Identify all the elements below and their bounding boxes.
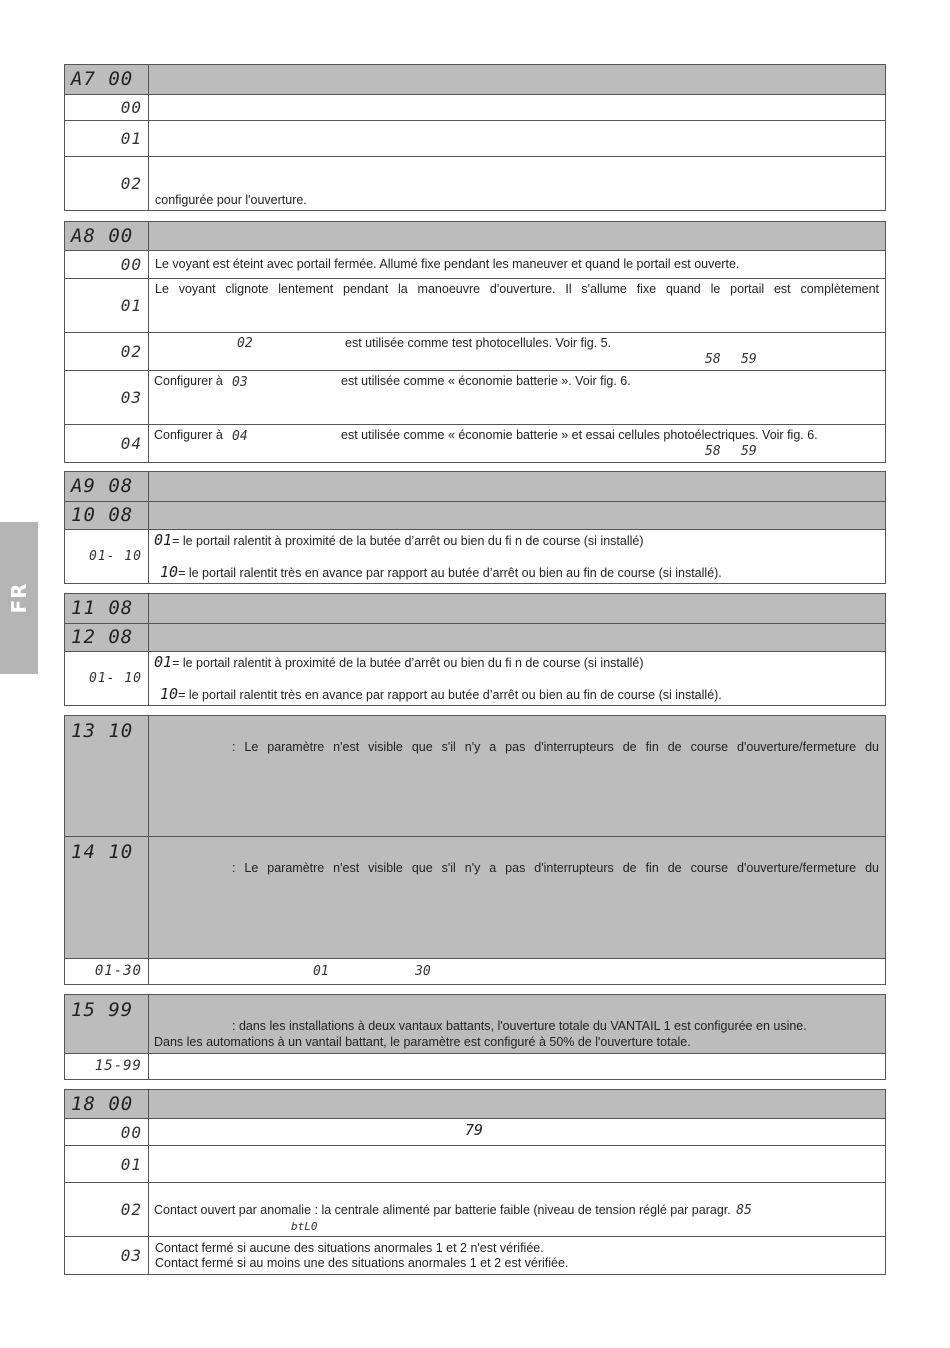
table-row — [65, 959, 886, 985]
param-code: A9 08 — [65, 472, 149, 502]
option-code: 01 — [65, 279, 149, 333]
range-line-max: 10= le portail ralentit très en avance par rapport au butée d’arrêt ou bien au fin de course (si installé). — [160, 563, 722, 581]
table-row — [65, 222, 886, 251]
table-row — [65, 1183, 886, 1237]
range-line-min: 01= le portail ralentit à proximité de la butée d’arrêt ou bien du fi n de course (si installé) — [154, 531, 644, 549]
option-text — [149, 1119, 886, 1146]
option-text — [149, 1183, 886, 1237]
range-code: 15-99 — [65, 1054, 149, 1080]
param-note — [149, 995, 886, 1054]
language-tab-label: FR — [7, 582, 31, 614]
option-text-line: configurée pour l'ouverture. — [155, 193, 307, 207]
param-title — [149, 65, 886, 95]
param-title — [149, 502, 886, 530]
param-code: 13 10 — [65, 716, 149, 837]
range-line-max: 10= le portail ralentit très en avance par rapport au butée d’arrêt ou bien au fin de course (si installé). — [160, 685, 722, 703]
option-code: 04 — [65, 425, 149, 463]
table-row — [65, 652, 886, 706]
option-code: 00 — [65, 95, 149, 121]
table-row — [65, 716, 886, 837]
param-code: 15 99 — [65, 995, 149, 1054]
param-code: 12 08 — [65, 624, 149, 652]
option-text — [149, 425, 886, 463]
option-text — [149, 121, 886, 157]
param-note — [149, 716, 886, 837]
param-title — [149, 222, 886, 251]
option-code: 03 — [65, 1237, 149, 1275]
option-code: 02 — [65, 1183, 149, 1237]
table-row — [65, 1237, 886, 1275]
param-table-18 — [64, 1089, 886, 1275]
param-table-13 — [64, 715, 886, 985]
option-text — [149, 279, 886, 333]
table-row — [65, 1119, 886, 1146]
table-row — [65, 1090, 886, 1119]
terminal-ref: 58 — [705, 352, 721, 367]
terminal-ref: 58 — [705, 444, 721, 459]
option-text-line: est utilisée comme test photocellules. Voir fig. 5. — [345, 336, 612, 350]
param-note-line: Dans les automations à un vantail battant, le paramètre est configuré à 50% de l'ouverture totale. — [154, 1035, 691, 1049]
param-title — [149, 472, 886, 502]
table-row — [65, 1054, 886, 1080]
option-text-line: Configurer à — [154, 374, 223, 388]
param-code: A8 00 — [65, 222, 149, 251]
inline-code: 02 — [237, 336, 253, 351]
range-min: 01 — [313, 964, 329, 979]
param-code: A7 00 — [65, 65, 149, 95]
option-text — [149, 157, 886, 211]
param-note-line: : Le paramètre n'est visible que s'il n'y a pas d'interrupteurs de fin de course d'ouverture/fermeture du — [232, 740, 879, 754]
terminal-ref: 59 — [741, 444, 757, 459]
table-row — [65, 995, 886, 1054]
option-code: 00 — [65, 1119, 149, 1146]
table-row — [65, 279, 886, 333]
param-note-line: : Le paramètre n'est visible que s'il n'y a pas d'interrupteurs de fin de course d'ouverture/fermeture du — [232, 861, 879, 875]
display-code: btL0 — [291, 1220, 318, 1233]
option-text: Le voyant est éteint avec portail fermée. Allumé fixe pendant les maneuver et quand le portail est ouverte. — [149, 251, 886, 279]
param-note-line: : dans les installations à deux vantaux battants, l'ouverture totale du VANTAIL 1 est configurée en usine. — [232, 1019, 807, 1033]
option-code: 02 — [65, 157, 149, 211]
table-row — [65, 472, 886, 502]
param-title — [149, 1090, 886, 1119]
option-code: 03 — [65, 371, 149, 425]
range-description — [149, 959, 886, 985]
option-text-line: Configurer à — [154, 428, 223, 442]
option-text — [149, 371, 886, 425]
table-row — [65, 425, 886, 463]
option-code: 01 — [65, 1146, 149, 1183]
param-title — [149, 594, 886, 624]
table-row — [65, 157, 886, 211]
range-code: 01-30 — [65, 959, 149, 985]
range-code: 01- 10 — [65, 652, 149, 706]
inline-code: 04 — [232, 429, 248, 444]
option-code: 02 — [65, 333, 149, 371]
table-row — [65, 594, 886, 624]
option-text — [149, 1146, 886, 1183]
param-table-a7 — [64, 64, 886, 211]
table-row — [65, 121, 886, 157]
param-title — [149, 624, 886, 652]
table-row — [65, 624, 886, 652]
option-text-line: Le voyant clignote lentement pendant la manoeuvre d'ouverture. Il s'allume fixe quand le portail est complètement — [155, 282, 879, 296]
param-table-11 — [64, 593, 886, 706]
table-row — [65, 837, 886, 959]
option-text-line: Contact fermé si au moins une des situations anormales 1 et 2 est vérifiée. — [155, 1256, 569, 1270]
option-text-line: est utilisée comme « économie batterie » et essai cellules photoélectriques. Voir fig. 6. — [341, 428, 818, 442]
param-code: 10 08 — [65, 502, 149, 530]
language-tab — [0, 522, 38, 674]
terminal-ref: 59 — [741, 352, 757, 367]
table-row — [65, 333, 886, 371]
range-description — [149, 652, 886, 706]
param-table-a9 — [64, 471, 886, 584]
table-row — [65, 251, 886, 279]
range-description — [149, 530, 886, 584]
table-row — [65, 95, 886, 121]
param-code: 14 10 — [65, 837, 149, 959]
range-line-min: 01= le portail ralentit à proximité de la butée d’arrêt ou bien du fi n de course (si installé) — [154, 653, 644, 671]
option-text-line: Contact ouvert par anomalie : la centrale alimenté par batterie faible (niveau de tension réglé par paragr. 85 — [154, 1203, 752, 1218]
option-text-line: est utilisée comme « économie batterie ». Voir fig. 6. — [341, 374, 631, 388]
param-table-15 — [64, 994, 886, 1080]
option-text — [149, 95, 886, 121]
option-code: 01 — [65, 121, 149, 157]
param-ref: 79 — [465, 1121, 484, 1139]
option-text-line: Contact fermé si aucune des situations anormales 1 et 2 n'est vérifiée. — [155, 1241, 544, 1255]
range-max: 30 — [415, 964, 431, 979]
table-row — [65, 65, 886, 95]
param-note — [149, 837, 886, 959]
table-row — [65, 530, 886, 584]
option-code: 00 — [65, 251, 149, 279]
table-row — [65, 1146, 886, 1183]
option-text — [149, 1237, 886, 1275]
param-code: 18 00 — [65, 1090, 149, 1119]
inline-code: 03 — [232, 375, 248, 390]
param-table-a8 — [64, 221, 886, 463]
option-text — [149, 333, 886, 371]
param-code: 11 08 — [65, 594, 149, 624]
table-row — [65, 502, 886, 530]
table-row — [65, 371, 886, 425]
range-description — [149, 1054, 886, 1080]
range-code: 01- 10 — [65, 530, 149, 584]
